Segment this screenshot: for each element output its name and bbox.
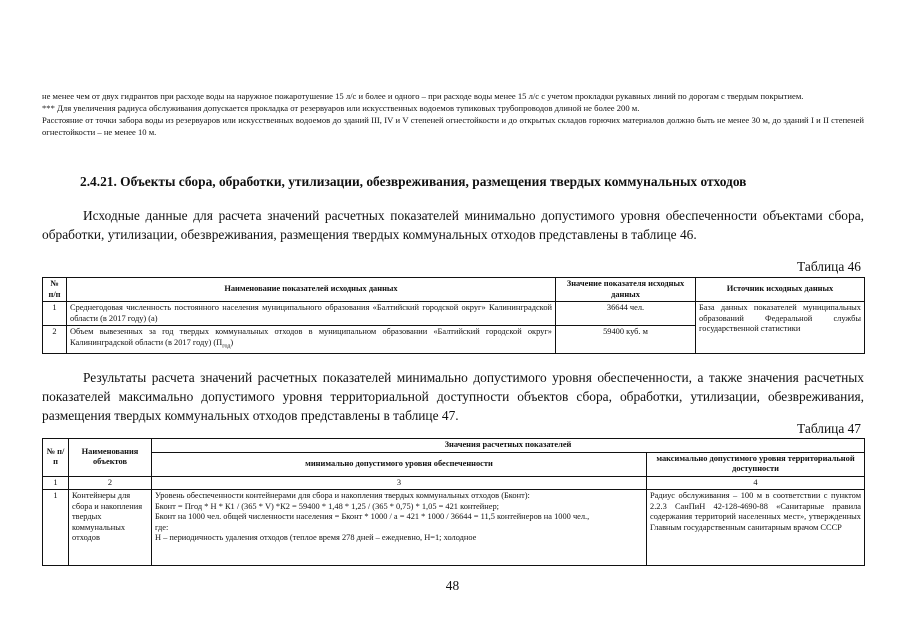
table-47-caption: Таблица 47 xyxy=(797,421,861,436)
footnote-line: не менее чем от двух гидрантов при расходе воды на наружное пожаротушение 15 л/с и более и одного – при расходе воды менее 15 л/с с учетом прокладки рукавных линий по дорогам с твердым покрытием. xyxy=(42,91,804,101)
cell-num: 2 xyxy=(43,326,67,354)
section-heading: 2.4.21. Объекты сбора, обработки, утилизации, обезвреживания, размещения твердых коммунальных отходов xyxy=(80,174,747,189)
cell-name: Контейнеры для сбора и накопления твердых коммунальных отходов xyxy=(69,490,152,566)
th-num: № п/п xyxy=(43,439,69,477)
th-name: Наименования объектов xyxy=(69,439,152,477)
cell-max: Радиус обслуживания – 100 м в соответствии с пунктом 2.2.3 СанПиН 42-128-4690-88 «Санитарные правила содержания территорий населенных мест», утвержденных Главным государственным санитарным врачом СССР xyxy=(647,490,865,566)
cell-name-close: ) xyxy=(230,337,234,347)
results-paragraph: Результаты расчета значений расчетных показателей минимально допустимого уровня обеспеченности, а также значения расчетных показателей максимально допустимого уровня территориальной доступности объектов сбора, обработки, утилизации, обезвреживания, размещения твердых коммунальных отходов представлены в таблице 47. xyxy=(42,370,864,423)
th-values-group: Значения расчетных показателей xyxy=(152,439,865,453)
footnote-line: Расстояние от точки забора воды из резервуаров или искусственных водоемов до зданий III, IV и V степеней огнестойкости и до открытых складов горючих материалов должно быть не менее 30 м, до зданий I и II степеней огнестойкости – не менее 10 м. xyxy=(42,115,864,137)
min-line: Н – периодичность удаления отходов (теплое время 278 дней – ежедневно, Н=1; холодное xyxy=(155,533,477,542)
min-line: Уровень обеспеченности контейнерами для сбора и накопления твердых коммунальных отходов (Бконт): xyxy=(155,491,530,500)
th-source: Источник исходных данных xyxy=(696,278,865,302)
cell-name-subscript: год xyxy=(222,343,231,350)
cell-min xyxy=(152,490,647,566)
col-number: 2 xyxy=(69,476,152,490)
th-value: Значение показателя исходных данных xyxy=(556,278,696,302)
th-max: максимально допустимого уровня территориальной доступности xyxy=(647,452,865,476)
th-num: № п/п xyxy=(43,278,67,302)
th-name: Наименование показателей исходных данных xyxy=(67,278,556,302)
col-number: 4 xyxy=(647,476,865,490)
table-47 xyxy=(42,438,865,566)
min-line: Бконт = Пгод * Н * К1 / (365 * V) *К2 = 59400 * 1,48 * 1,25 / (365 * 0,75) * 1,05 = 421 контейнер; xyxy=(155,501,499,511)
cell-name: Среднегодовая численность постоянного населения муниципального образования «Балтийский городской округ» Калининградской области (в 2017 году) (а) xyxy=(67,302,556,326)
table-row xyxy=(43,490,865,566)
min-line: где: xyxy=(155,522,169,532)
table-row xyxy=(43,302,865,326)
cell-value: 59400 куб. м xyxy=(556,326,696,354)
th-min: минимально допустимого уровня обеспеченности xyxy=(152,452,647,476)
col-number: 3 xyxy=(152,476,647,490)
col-number: 1 xyxy=(43,476,69,490)
min-line: Бконт на 1000 чел. общей численности населения = Бконт * 1000 / а = 421 * 1000 / 36644 = 11,5 контейнеров на 1000 чел., xyxy=(155,512,590,521)
footnote-line: *** Для увеличения радиуса обслуживания допускается прокладка от резервуаров или искусственных водоемов тупиковых трубопроводов длиной не более 200 м. xyxy=(42,103,640,113)
cell-num: 1 xyxy=(43,302,67,326)
cell-value: 36644 чел. xyxy=(556,302,696,326)
cell-source: База данных показателей муниципальных образований Федеральной службы государственной статистики xyxy=(696,302,865,354)
cell-name-text: Объем вывезенных за год твердых коммунальных отходов в муниципальном образовании «Балтийский городской округ» Калининградской области (в 2017 году) (П xyxy=(70,327,552,347)
column-number-row xyxy=(43,476,865,490)
table-46 xyxy=(42,277,865,354)
cell-num: 1 xyxy=(43,490,69,566)
intro-paragraph: Исходные данные для расчета значений расчетных показателей минимально допустимого уровня обеспеченности объектами сбора, обработки, утилизации, обезвреживания, размещения твердых коммунальных отходов представлены в таблице 46. xyxy=(42,208,864,242)
footnote-block xyxy=(42,90,864,138)
table-46-caption: Таблица 46 xyxy=(797,259,861,274)
cell-name xyxy=(67,326,556,354)
page-number: 48 xyxy=(445,578,460,593)
